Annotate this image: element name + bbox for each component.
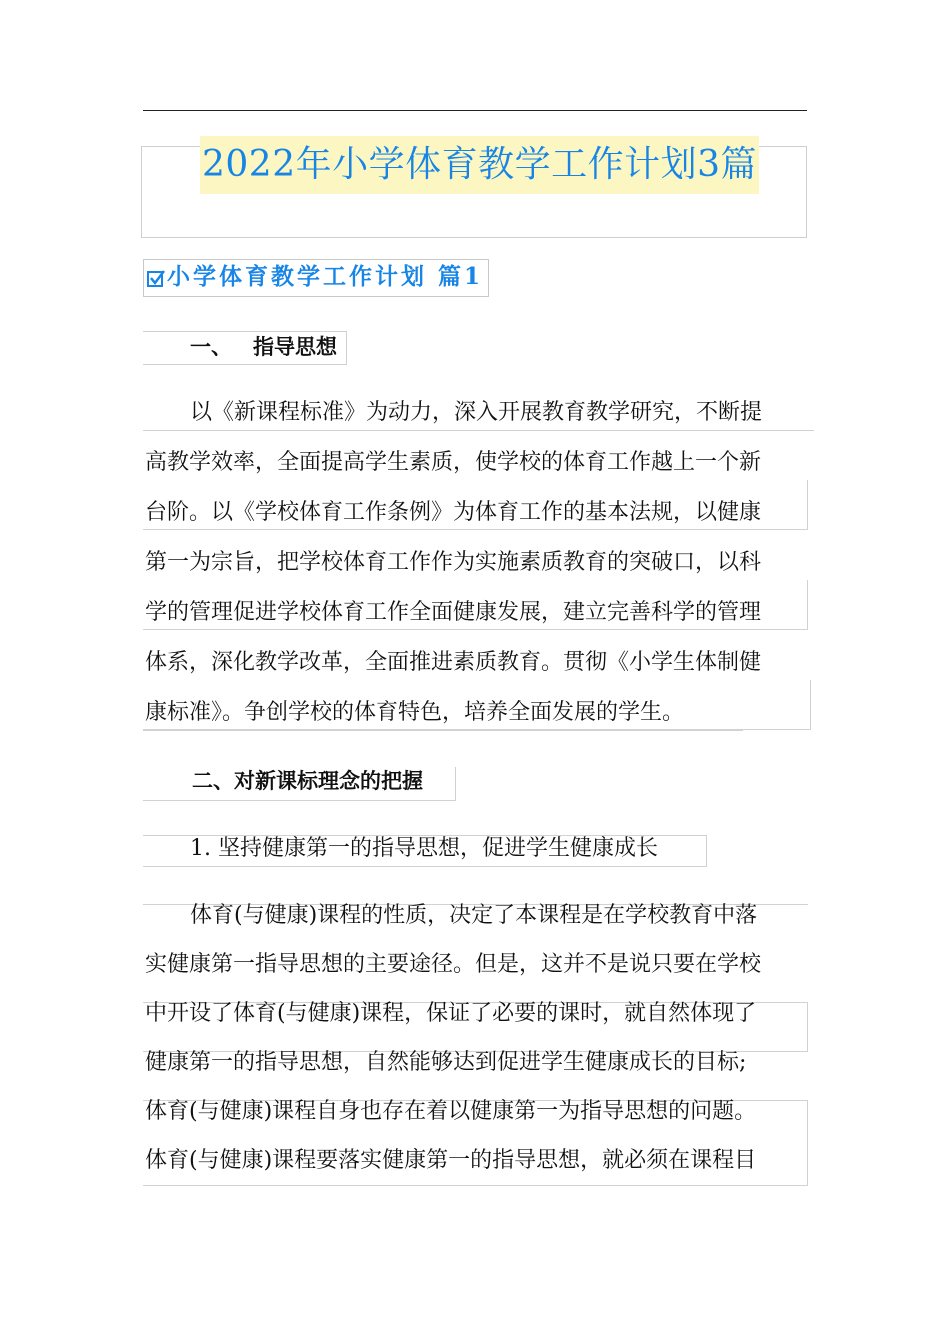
checkbox-checked-icon — [147, 271, 163, 287]
paragraph-line: 健康第一的指导思想，自然能够达到促进学生健康成长的目标; — [145, 1050, 747, 1075]
paragraph-line: 中开设了体育(与健康)课程，保证了必要的课时，就自然体现了 — [145, 1001, 757, 1026]
subheading-health-first: 1. 坚持健康第一的指导思想，促进学生健康成长 — [190, 836, 658, 861]
paragraph-line: 高教学效率，全面提高学生素质，使学校的体育工作越上一个新 — [145, 450, 762, 475]
paragraph-line: 实健康第一指导思想的主要途径。但是，这并不是说只要在学校 — [145, 952, 762, 977]
heading-curriculum-concept: 二、对新课标理念的把握 — [192, 769, 423, 793]
section-title: 小学体育教学工作计划 篇1 — [167, 263, 484, 290]
line-frame — [143, 730, 743, 731]
heading-guiding-thought: 指导思想 — [253, 335, 337, 359]
paragraph-line: 以《新课程标准》为动力，深入开展教育教学研究，不断提 — [190, 400, 763, 425]
paragraph-line: 康标准》。争创学校的体育特色，培养全面发展的学生。 — [145, 700, 685, 725]
paragraph-line: 体系，深化教学改革，全面推进素质教育。贯彻《小学生体制健 — [145, 650, 762, 675]
document-title: 2022年小学体育教学工作计划3篇 — [200, 136, 759, 194]
line-frame — [143, 430, 814, 431]
paragraph-line: 体育(与健康)课程自身也存在着以健康第一为指导思想的问题。 — [145, 1099, 757, 1124]
paragraph-line: 学的管理促进学校体育工作全面健康发展，建立完善科学的管理 — [145, 600, 762, 625]
header-rule — [143, 110, 807, 111]
paragraph-line: 体育(与健康)课程的性质，决定了本课程是在学校教育中落 — [190, 903, 758, 928]
paragraph-line: 第一为宗旨，把学校体育工作作为实施素质教育的突破口，以科 — [145, 550, 762, 575]
paragraph-line: 台阶。以《学校体育工作条例》为体育工作的基本法规，以健康 — [145, 500, 762, 525]
paragraph-line: 体育(与健康)课程要落实健康第一的指导思想，就必须在课程目 — [145, 1148, 757, 1173]
heading-number: 一、 — [190, 335, 232, 359]
